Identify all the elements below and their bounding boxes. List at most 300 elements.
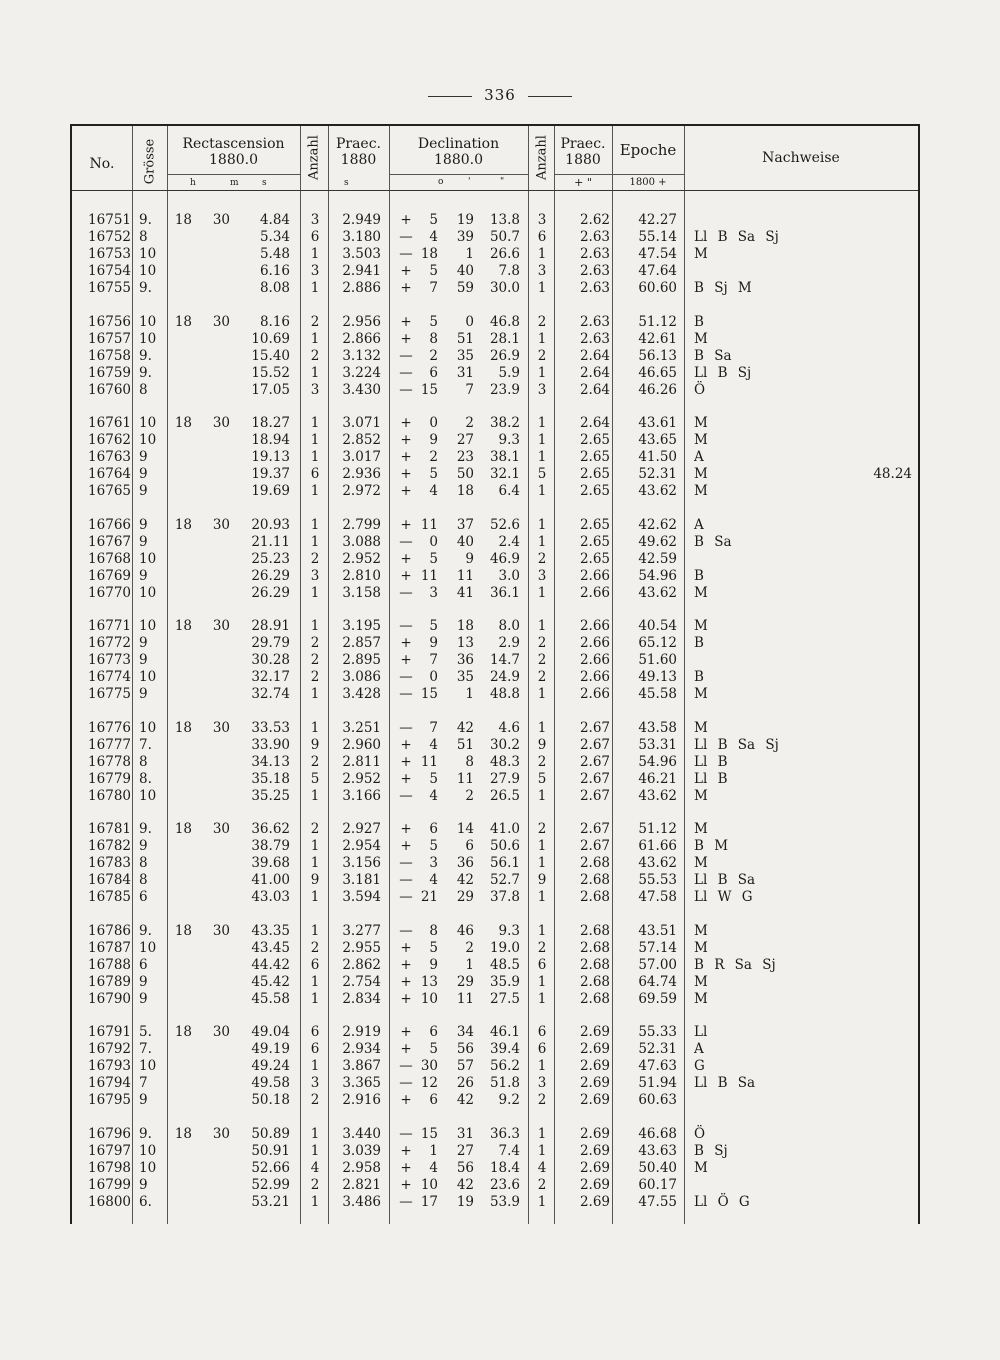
decl-degrees-cell: 7 xyxy=(429,719,438,736)
ra-seconds-cell: 18.27 xyxy=(251,415,290,431)
header-praec-2: Praec. xyxy=(560,136,606,152)
decl-precession-cell: 2.68 xyxy=(579,956,610,973)
decl-seconds-cell: 9.2 xyxy=(498,1092,520,1108)
table-row xyxy=(72,974,918,991)
decl-count-cell: 2 xyxy=(537,550,547,567)
decl-degrees-cell: 3 xyxy=(429,584,438,601)
table-row xyxy=(72,466,918,483)
decl-degrees-cell: 6 xyxy=(429,1092,438,1108)
ra-precession-cell: 3.594 xyxy=(342,889,381,905)
decl-degrees-cell: 9 xyxy=(429,432,438,448)
decl-minutes-cell: 1 xyxy=(465,686,474,702)
decl-precession-cell: 2.67 xyxy=(579,770,610,787)
decl-sign-cell: — xyxy=(399,855,413,871)
decl-precession-cell: 2.64 xyxy=(579,415,610,431)
ra-count-cell: 1 xyxy=(310,415,320,431)
references-cell: Ö xyxy=(694,1125,706,1142)
references-cell: Ll B Sa xyxy=(694,872,756,888)
ra-count-cell: 1 xyxy=(310,449,320,465)
references-cell: M xyxy=(694,618,708,634)
ra-precession-cell: 3.088 xyxy=(342,533,381,550)
decl-precession-cell: 2.65 xyxy=(579,516,610,533)
magnitude-cell: 6 xyxy=(139,889,148,905)
decl-count-cell: 1 xyxy=(537,1142,547,1159)
decl-seconds-cell: 26.9 xyxy=(489,347,520,364)
magnitude-cell: 10 xyxy=(139,939,157,956)
ra-seconds-cell: 53.21 xyxy=(251,1193,290,1210)
epoch-cell: 41.50 xyxy=(638,449,677,465)
decl-count-cell: 1 xyxy=(537,330,547,347)
decl-minutes-cell: 26 xyxy=(456,1075,474,1091)
decl-minutes-cell: 18 xyxy=(456,483,474,499)
table-row xyxy=(72,1126,918,1143)
decl-seconds-cell: 27.9 xyxy=(489,770,520,787)
decl-seconds-cell: 48.8 xyxy=(489,686,520,702)
decl-minutes-cell: 50 xyxy=(456,466,474,482)
ra-seconds-cell: 32.74 xyxy=(251,686,290,702)
magnitude-cell: 9 xyxy=(139,466,148,482)
epoch-cell: 55.33 xyxy=(638,1024,677,1040)
magnitude-cell: 8. xyxy=(139,770,152,787)
decl-seconds-cell: 23.9 xyxy=(489,381,520,398)
ra-seconds-cell: 17.05 xyxy=(251,381,290,398)
star-catalogue-table xyxy=(70,124,920,1224)
table-row xyxy=(72,348,918,365)
ra-count-cell: 2 xyxy=(310,669,320,685)
star-number-cell: 16798 xyxy=(88,1159,131,1176)
ra-count-cell: 2 xyxy=(310,1092,320,1108)
ra-count-cell: 1 xyxy=(310,686,320,702)
decl-minutes-cell: 56 xyxy=(456,1041,474,1057)
decl-seconds-cell: 19.0 xyxy=(489,939,520,956)
header-praec-2-unit: + " xyxy=(574,176,592,189)
ra-precession-cell: 2.862 xyxy=(342,956,381,973)
decl-count-cell: 3 xyxy=(537,263,547,279)
decl-minutes-cell: 51 xyxy=(456,736,474,753)
page-number xyxy=(0,86,1000,104)
star-number-cell: 16756 xyxy=(88,313,131,330)
decl-count-cell: 1 xyxy=(537,246,547,262)
decl-count-cell: 1 xyxy=(537,432,547,448)
star-number-cell: 16770 xyxy=(88,584,131,601)
decl-seconds-cell: 7.4 xyxy=(498,1142,520,1159)
ra-seconds-cell: 18.94 xyxy=(251,432,290,448)
ra-hours-cell: 18 xyxy=(174,719,192,736)
decl-count-cell: 1 xyxy=(537,364,547,381)
references-cell: Ll B Sa Sj xyxy=(694,229,779,245)
decl-degrees-cell: 9 xyxy=(429,956,438,973)
table-row xyxy=(72,1160,918,1177)
star-number-cell: 16787 xyxy=(88,939,131,956)
ra-minutes-cell: 30 xyxy=(212,415,230,431)
ra-precession-cell: 2.799 xyxy=(342,516,381,533)
decl-sign-cell: + xyxy=(400,1092,412,1108)
decl-seconds-cell: 30.2 xyxy=(489,736,520,753)
magnitude-cell: 8 xyxy=(139,753,148,770)
decl-seconds-cell: 50.6 xyxy=(489,838,520,854)
ra-minutes-cell: 30 xyxy=(212,516,230,533)
ra-hours-cell: 18 xyxy=(174,1024,192,1040)
ra-precession-cell: 3.071 xyxy=(342,415,381,431)
decl-seconds-cell: 48.3 xyxy=(489,753,520,770)
star-number-cell: 16769 xyxy=(88,567,131,584)
table-row xyxy=(72,382,918,399)
star-number-cell: 16752 xyxy=(88,229,131,245)
decl-sign-cell: + xyxy=(400,956,412,973)
epoch-cell: 55.53 xyxy=(638,872,677,888)
magnitude-cell: 10 xyxy=(139,330,157,347)
epoch-cell: 46.26 xyxy=(638,381,677,398)
decl-seconds-cell: 5.9 xyxy=(498,364,520,381)
decl-precession-cell: 2.64 xyxy=(579,364,610,381)
magnitude-cell: 9. xyxy=(139,347,152,364)
table-row xyxy=(72,635,918,652)
ra-count-cell: 1 xyxy=(310,838,320,854)
decl-precession-cell: 2.68 xyxy=(579,922,610,939)
magnitude-cell: 9 xyxy=(139,1176,148,1193)
star-number-cell: 16781 xyxy=(88,821,131,837)
decl-sign-cell: — xyxy=(399,1075,413,1091)
ra-count-cell: 1 xyxy=(310,246,320,262)
table-row xyxy=(72,331,918,348)
references-cell: Ö xyxy=(694,381,706,398)
decl-sign-cell: + xyxy=(400,550,412,567)
epoch-cell: 57.00 xyxy=(638,956,677,973)
epoch-cell: 42.27 xyxy=(638,212,677,228)
table-row xyxy=(72,889,918,906)
decl-degrees-cell: 11 xyxy=(420,567,438,584)
epoch-cell: 46.21 xyxy=(638,770,677,787)
epoch-cell: 43.62 xyxy=(638,855,677,871)
ra-seconds-cell: 33.53 xyxy=(251,719,290,736)
ra-precession-cell: 2.952 xyxy=(342,770,381,787)
epoch-cell: 52.31 xyxy=(638,1041,677,1057)
decl-precession-cell: 2.66 xyxy=(579,652,610,668)
decl-sign-cell: + xyxy=(400,1142,412,1159)
header-groesse: Grösse xyxy=(142,138,158,185)
decl-minutes-cell: 14 xyxy=(456,821,474,837)
star-number-cell: 16763 xyxy=(88,449,131,465)
epoch-cell: 51.12 xyxy=(638,821,677,837)
decl-count-cell: 1 xyxy=(537,922,547,939)
decl-minutes-cell: 2 xyxy=(465,787,474,804)
ra-hours-cell: 18 xyxy=(174,821,192,837)
magnitude-cell: 10 xyxy=(139,1142,157,1159)
ra-precession-cell: 2.857 xyxy=(342,635,381,651)
ra-precession-cell: 2.954 xyxy=(342,838,381,854)
epoch-cell: 53.31 xyxy=(638,736,677,753)
ra-seconds-cell: 49.19 xyxy=(251,1041,290,1057)
epoch-cell: 47.63 xyxy=(638,1058,677,1074)
magnitude-cell: 9 xyxy=(139,838,148,854)
decl-precession-cell: 2.65 xyxy=(579,432,610,448)
star-number-cell: 16784 xyxy=(88,872,131,888)
epoch-cell: 61.66 xyxy=(638,838,677,854)
magnitude-cell: 9 xyxy=(139,686,148,702)
epoch-cell: 57.14 xyxy=(638,939,677,956)
decl-sign-cell: — xyxy=(399,381,413,398)
ra-precession-cell: 2.958 xyxy=(342,1159,381,1176)
decl-minutes-cell: 36 xyxy=(456,855,474,871)
decl-count-cell: 1 xyxy=(537,990,547,1007)
references-cell: B M xyxy=(694,838,729,854)
magnitude-cell: 6 xyxy=(139,956,148,973)
decl-count-cell: 2 xyxy=(537,635,547,651)
magnitude-cell: 10 xyxy=(139,263,157,279)
magnitude-cell: 10 xyxy=(139,432,157,448)
references-cell: M xyxy=(694,432,708,448)
references-cell: M xyxy=(694,330,708,347)
ra-seconds-cell: 19.69 xyxy=(251,483,290,499)
ra-precession-cell: 2.972 xyxy=(342,483,381,499)
table-row xyxy=(72,585,918,602)
table-row xyxy=(72,1092,918,1109)
star-number-cell: 16761 xyxy=(88,415,131,431)
ra-precession-cell: 3.017 xyxy=(342,449,381,465)
decl-degrees-cell: 6 xyxy=(429,1024,438,1040)
decl-degrees-cell: 12 xyxy=(420,1075,438,1091)
decl-count-cell: 2 xyxy=(537,1092,547,1108)
decl-minutes-cell: 29 xyxy=(456,889,474,905)
ra-seconds-cell: 43.35 xyxy=(251,922,290,939)
ra-precession-cell: 3.867 xyxy=(342,1058,381,1074)
decl-degrees-cell: 4 xyxy=(429,229,438,245)
decl-degrees-cell: 5 xyxy=(429,770,438,787)
ra-count-cell: 3 xyxy=(310,1075,320,1091)
star-number-cell: 16794 xyxy=(88,1075,131,1091)
star-number-cell: 16777 xyxy=(88,736,131,753)
decl-degrees-cell: 5 xyxy=(429,212,438,228)
epoch-cell: 60.60 xyxy=(638,280,677,296)
decl-count-cell: 1 xyxy=(537,787,547,804)
star-number-cell: 16767 xyxy=(88,533,131,550)
decl-degrees-cell: 15 xyxy=(420,1125,438,1142)
decl-count-cell: 1 xyxy=(537,1125,547,1142)
decl-degrees-cell: 21 xyxy=(420,889,438,905)
decl-precession-cell: 2.69 xyxy=(579,1142,610,1159)
decl-sign-cell: + xyxy=(400,821,412,837)
decl-count-cell: 5 xyxy=(537,770,547,787)
decl-minutes-cell: 7 xyxy=(465,381,474,398)
references-cell: B Sa xyxy=(694,533,732,550)
ra-precession-cell: 2.934 xyxy=(342,1041,381,1057)
header-bottom-rule xyxy=(72,190,918,191)
table-row xyxy=(72,483,918,500)
star-number-cell: 16751 xyxy=(88,212,131,228)
decl-sign-cell: + xyxy=(400,753,412,770)
ra-minutes-cell: 30 xyxy=(212,719,230,736)
ra-precession-cell: 3.195 xyxy=(342,618,381,634)
magnitude-cell: 9 xyxy=(139,449,148,465)
ra-seconds-cell: 5.34 xyxy=(259,229,290,245)
ra-count-cell: 6 xyxy=(310,1024,320,1040)
ra-count-cell: 6 xyxy=(310,956,320,973)
decl-minutes-cell: 11 xyxy=(456,990,474,1007)
decl-degrees-cell: 4 xyxy=(429,787,438,804)
ra-precession-cell: 2.955 xyxy=(342,939,381,956)
decl-minutes-cell: 42 xyxy=(456,719,474,736)
header-ra-m: m xyxy=(230,178,239,188)
decl-degrees-cell: 6 xyxy=(429,364,438,381)
magnitude-cell: 9. xyxy=(139,922,152,939)
ra-seconds-cell: 19.37 xyxy=(251,466,290,482)
magnitude-cell: 8 xyxy=(139,872,148,888)
decl-sign-cell: + xyxy=(400,990,412,1007)
ra-seconds-cell: 25.23 xyxy=(251,550,290,567)
star-number-cell: 16790 xyxy=(88,990,131,1007)
decl-seconds-cell: 23.6 xyxy=(489,1176,520,1193)
decl-degrees-cell: 18 xyxy=(420,246,438,262)
decl-degrees-cell: 10 xyxy=(420,990,438,1007)
decl-precession-cell: 2.69 xyxy=(579,1159,610,1176)
star-number-cell: 16800 xyxy=(88,1193,131,1210)
star-number-cell: 16765 xyxy=(88,483,131,499)
decl-degrees-cell: 5 xyxy=(429,838,438,854)
references-cell: M xyxy=(694,973,708,990)
decl-seconds-cell: 38.2 xyxy=(489,415,520,431)
decl-degrees-cell: 11 xyxy=(420,753,438,770)
decl-seconds-cell: 46.1 xyxy=(489,1024,520,1040)
ra-minutes-cell: 30 xyxy=(212,618,230,634)
ra-seconds-cell: 30.28 xyxy=(251,652,290,668)
magnitude-cell: 10 xyxy=(139,415,157,431)
header-decl-sec: " xyxy=(500,177,505,187)
decl-precession-cell: 2.69 xyxy=(579,1176,610,1193)
ra-minutes-cell: 30 xyxy=(212,1024,230,1040)
table-row xyxy=(72,314,918,331)
decl-precession-cell: 2.64 xyxy=(579,381,610,398)
epoch-cell: 43.62 xyxy=(638,584,677,601)
decl-precession-cell: 2.64 xyxy=(579,347,610,364)
ra-seconds-cell: 34.13 xyxy=(251,753,290,770)
ra-count-cell: 6 xyxy=(310,1041,320,1057)
decl-precession-cell: 2.66 xyxy=(579,618,610,634)
table-row xyxy=(72,280,918,297)
ra-count-cell: 1 xyxy=(310,719,320,736)
ra-seconds-cell: 8.08 xyxy=(259,280,290,296)
decl-seconds-cell: 4.6 xyxy=(498,719,520,736)
ra-count-cell: 1 xyxy=(310,1193,320,1210)
decl-precession-cell: 2.69 xyxy=(579,1125,610,1142)
references-cell: B xyxy=(694,669,704,685)
star-number-cell: 16757 xyxy=(88,330,131,347)
decl-minutes-cell: 56 xyxy=(456,1159,474,1176)
decl-precession-cell: 2.67 xyxy=(579,838,610,854)
table-row xyxy=(72,229,918,246)
decl-seconds-cell: 9.3 xyxy=(498,922,520,939)
decl-sign-cell: — xyxy=(399,872,413,888)
decl-precession-cell: 2.65 xyxy=(579,483,610,499)
decl-sign-cell: + xyxy=(400,1041,412,1057)
ra-count-cell: 2 xyxy=(310,347,320,364)
references-cell: A xyxy=(694,449,704,465)
references-cell: M xyxy=(694,990,708,1007)
decl-seconds-cell: 2.9 xyxy=(498,635,520,651)
table-row xyxy=(72,1058,918,1075)
references-cell: A xyxy=(694,516,704,533)
epoch-cell: 54.96 xyxy=(638,753,677,770)
decl-minutes-cell: 1 xyxy=(465,956,474,973)
star-number-cell: 16797 xyxy=(88,1142,131,1159)
decl-sign-cell: — xyxy=(399,347,413,364)
decl-precession-cell: 2.68 xyxy=(579,990,610,1007)
ra-precession-cell: 2.821 xyxy=(342,1176,381,1193)
decl-precession-cell: 2.66 xyxy=(579,584,610,601)
decl-minutes-cell: 23 xyxy=(456,449,474,465)
decl-count-cell: 1 xyxy=(537,618,547,634)
decl-sign-cell: — xyxy=(399,533,413,550)
epoch-cell: 64.74 xyxy=(638,973,677,990)
decl-count-cell: 3 xyxy=(537,381,547,398)
decl-precession-cell: 2.63 xyxy=(579,246,610,262)
decl-degrees-cell: 30 xyxy=(420,1058,438,1074)
decl-degrees-cell: 17 xyxy=(420,1193,438,1210)
magnitude-cell: 9. xyxy=(139,364,152,381)
magnitude-cell: 10 xyxy=(139,787,157,804)
references-cell: M xyxy=(694,922,708,939)
ra-seconds-cell: 50.91 xyxy=(251,1142,290,1159)
magnitude-cell: 10 xyxy=(139,719,157,736)
decl-seconds-cell: 48.5 xyxy=(489,956,520,973)
decl-count-cell: 5 xyxy=(537,466,547,482)
star-number-cell: 16773 xyxy=(88,652,131,668)
decl-precession-cell: 2.68 xyxy=(579,872,610,888)
decl-sign-cell: — xyxy=(399,618,413,634)
table-row xyxy=(72,771,918,788)
ra-count-cell: 3 xyxy=(310,381,320,398)
magnitude-cell: 10 xyxy=(139,1159,157,1176)
header-declination: Declination xyxy=(417,136,500,152)
decl-count-cell: 3 xyxy=(537,567,547,584)
decl-precession-cell: 2.63 xyxy=(579,313,610,330)
epoch-cell: 43.61 xyxy=(638,415,677,431)
star-number-cell: 16785 xyxy=(88,889,131,905)
ra-count-cell: 1 xyxy=(310,1142,320,1159)
ra-precession-cell: 3.277 xyxy=(342,922,381,939)
decl-seconds-cell: 51.8 xyxy=(489,1075,520,1091)
decl-degrees-cell: 5 xyxy=(429,313,438,330)
ra-precession-cell: 2.927 xyxy=(342,821,381,837)
table-row xyxy=(72,618,918,635)
decl-degrees-cell: 4 xyxy=(429,736,438,753)
decl-minutes-cell: 13 xyxy=(456,635,474,651)
star-number-cell: 16771 xyxy=(88,618,131,634)
ra-seconds-cell: 35.25 xyxy=(251,787,290,804)
star-number-cell: 16792 xyxy=(88,1041,131,1057)
header-decl-deg: o xyxy=(438,177,444,187)
ra-seconds-cell: 38.79 xyxy=(251,838,290,854)
decl-count-cell: 2 xyxy=(537,753,547,770)
decl-precession-cell: 2.68 xyxy=(579,939,610,956)
decl-sign-cell: + xyxy=(400,567,412,584)
references-cell: B Sj xyxy=(694,1142,728,1159)
header-epoche: Epoche xyxy=(619,141,677,159)
ra-count-cell: 1 xyxy=(310,973,320,990)
magnitude-cell: 9. xyxy=(139,280,152,296)
decl-precession-cell: 2.68 xyxy=(579,889,610,905)
decl-count-cell: 1 xyxy=(537,415,547,431)
header-praec-2-year: 1880 xyxy=(565,152,601,168)
decl-count-cell: 1 xyxy=(537,483,547,499)
references-cell: B xyxy=(694,635,704,651)
decl-seconds-cell: 38.1 xyxy=(489,449,520,465)
epoch-cell: 51.60 xyxy=(638,652,677,668)
references-cell: M xyxy=(694,939,708,956)
ra-minutes-cell: 30 xyxy=(212,313,230,330)
epoch-cell: 56.13 xyxy=(638,347,677,364)
ra-precession-cell: 3.166 xyxy=(342,787,381,804)
epoch-cell: 45.58 xyxy=(638,686,677,702)
